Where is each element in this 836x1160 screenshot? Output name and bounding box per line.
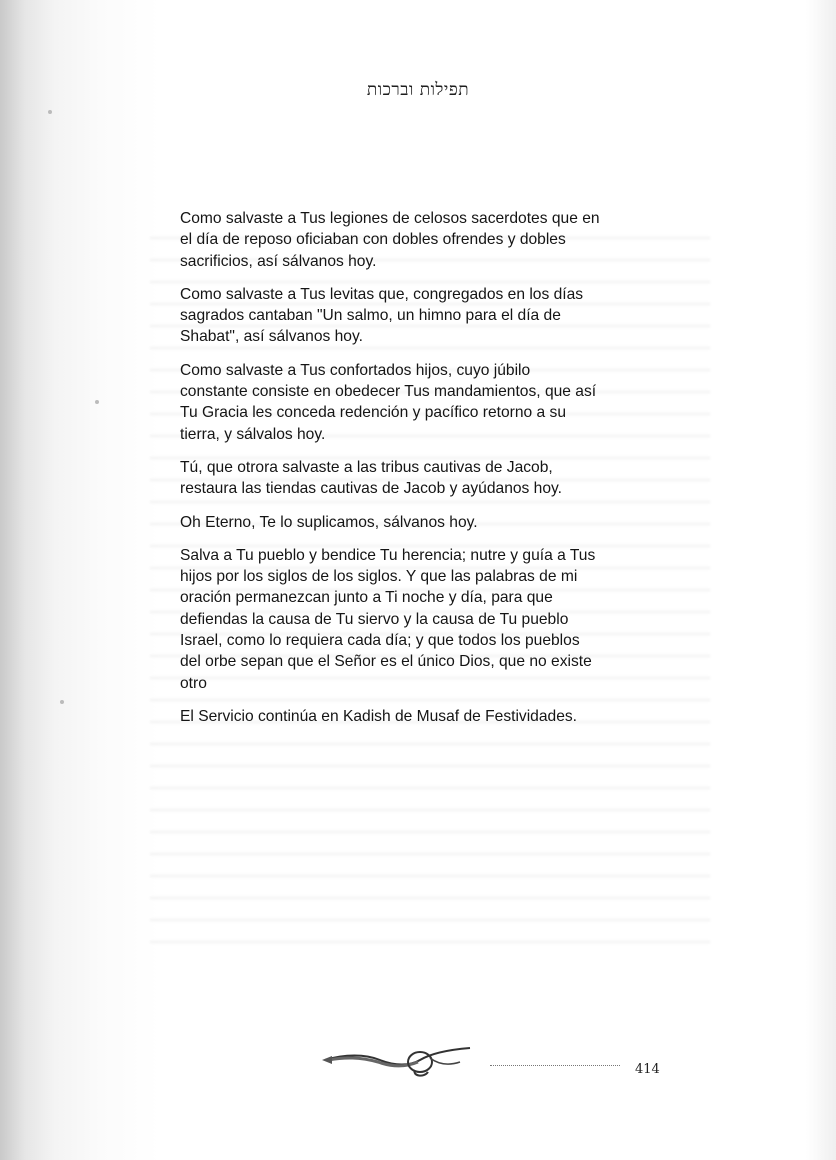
paragraph: Salva a Tu pueblo y bendice Tu herencia; nutre y guía a Tus hijos por los siglos de los siglos. Y que las palabras de mi oración permanezcan junto a Ti noche y día, para que defiendas la causa de Tu siervo y la causa de Tu pueblo Israel, como lo requiera cada día; y que todos los pueblos del orbe sepan que el Señor es el único Dios, que no existe otro bbox=[180, 546, 596, 692]
footer-rule bbox=[490, 1065, 620, 1066]
paragraph: Como salvaste a Tus legiones de celosos sacerdotes que en el día de reposo oficiaban con dobles ofrendes y dobles sacrificios, así sálvanos hoy. bbox=[180, 210, 600, 270]
page-speck bbox=[48, 110, 52, 114]
page-number: 414 bbox=[635, 1062, 660, 1077]
page-speck bbox=[95, 400, 99, 404]
page-header-title: תפילות וברכות bbox=[366, 80, 470, 100]
paragraph: El Servicio continúa en Kadish de Musaf de Festividades. bbox=[180, 707, 577, 725]
paragraph: Oh Eterno, Te lo suplicamos, sálvanos hoy. bbox=[180, 513, 478, 531]
page-footer bbox=[320, 1040, 670, 1080]
fish-ornament-icon bbox=[320, 1040, 490, 1080]
prayer-text bbox=[180, 208, 680, 739]
paragraph: Como salvaste a Tus levitas que, congregados en los días sagrados cantaban "Un salmo, un himno para el día de Shabat", así sálvanos hoy. bbox=[180, 285, 584, 346]
page-speck bbox=[60, 700, 64, 704]
paragraph: Como salvaste a Tus confortados hijos, cuyo júbilo constante consiste en obedecer Tus mandamientos, que así Tu Gracia les conceda redención y pacífico retorno a su tierra, y sálvalos hoy. bbox=[180, 361, 597, 443]
paragraph: Tú, que otrora salvaste a las tribus cautivas de Jacob, restaura las tiendas cautivas de Jacob y ayúdanos hoy. bbox=[180, 458, 562, 498]
